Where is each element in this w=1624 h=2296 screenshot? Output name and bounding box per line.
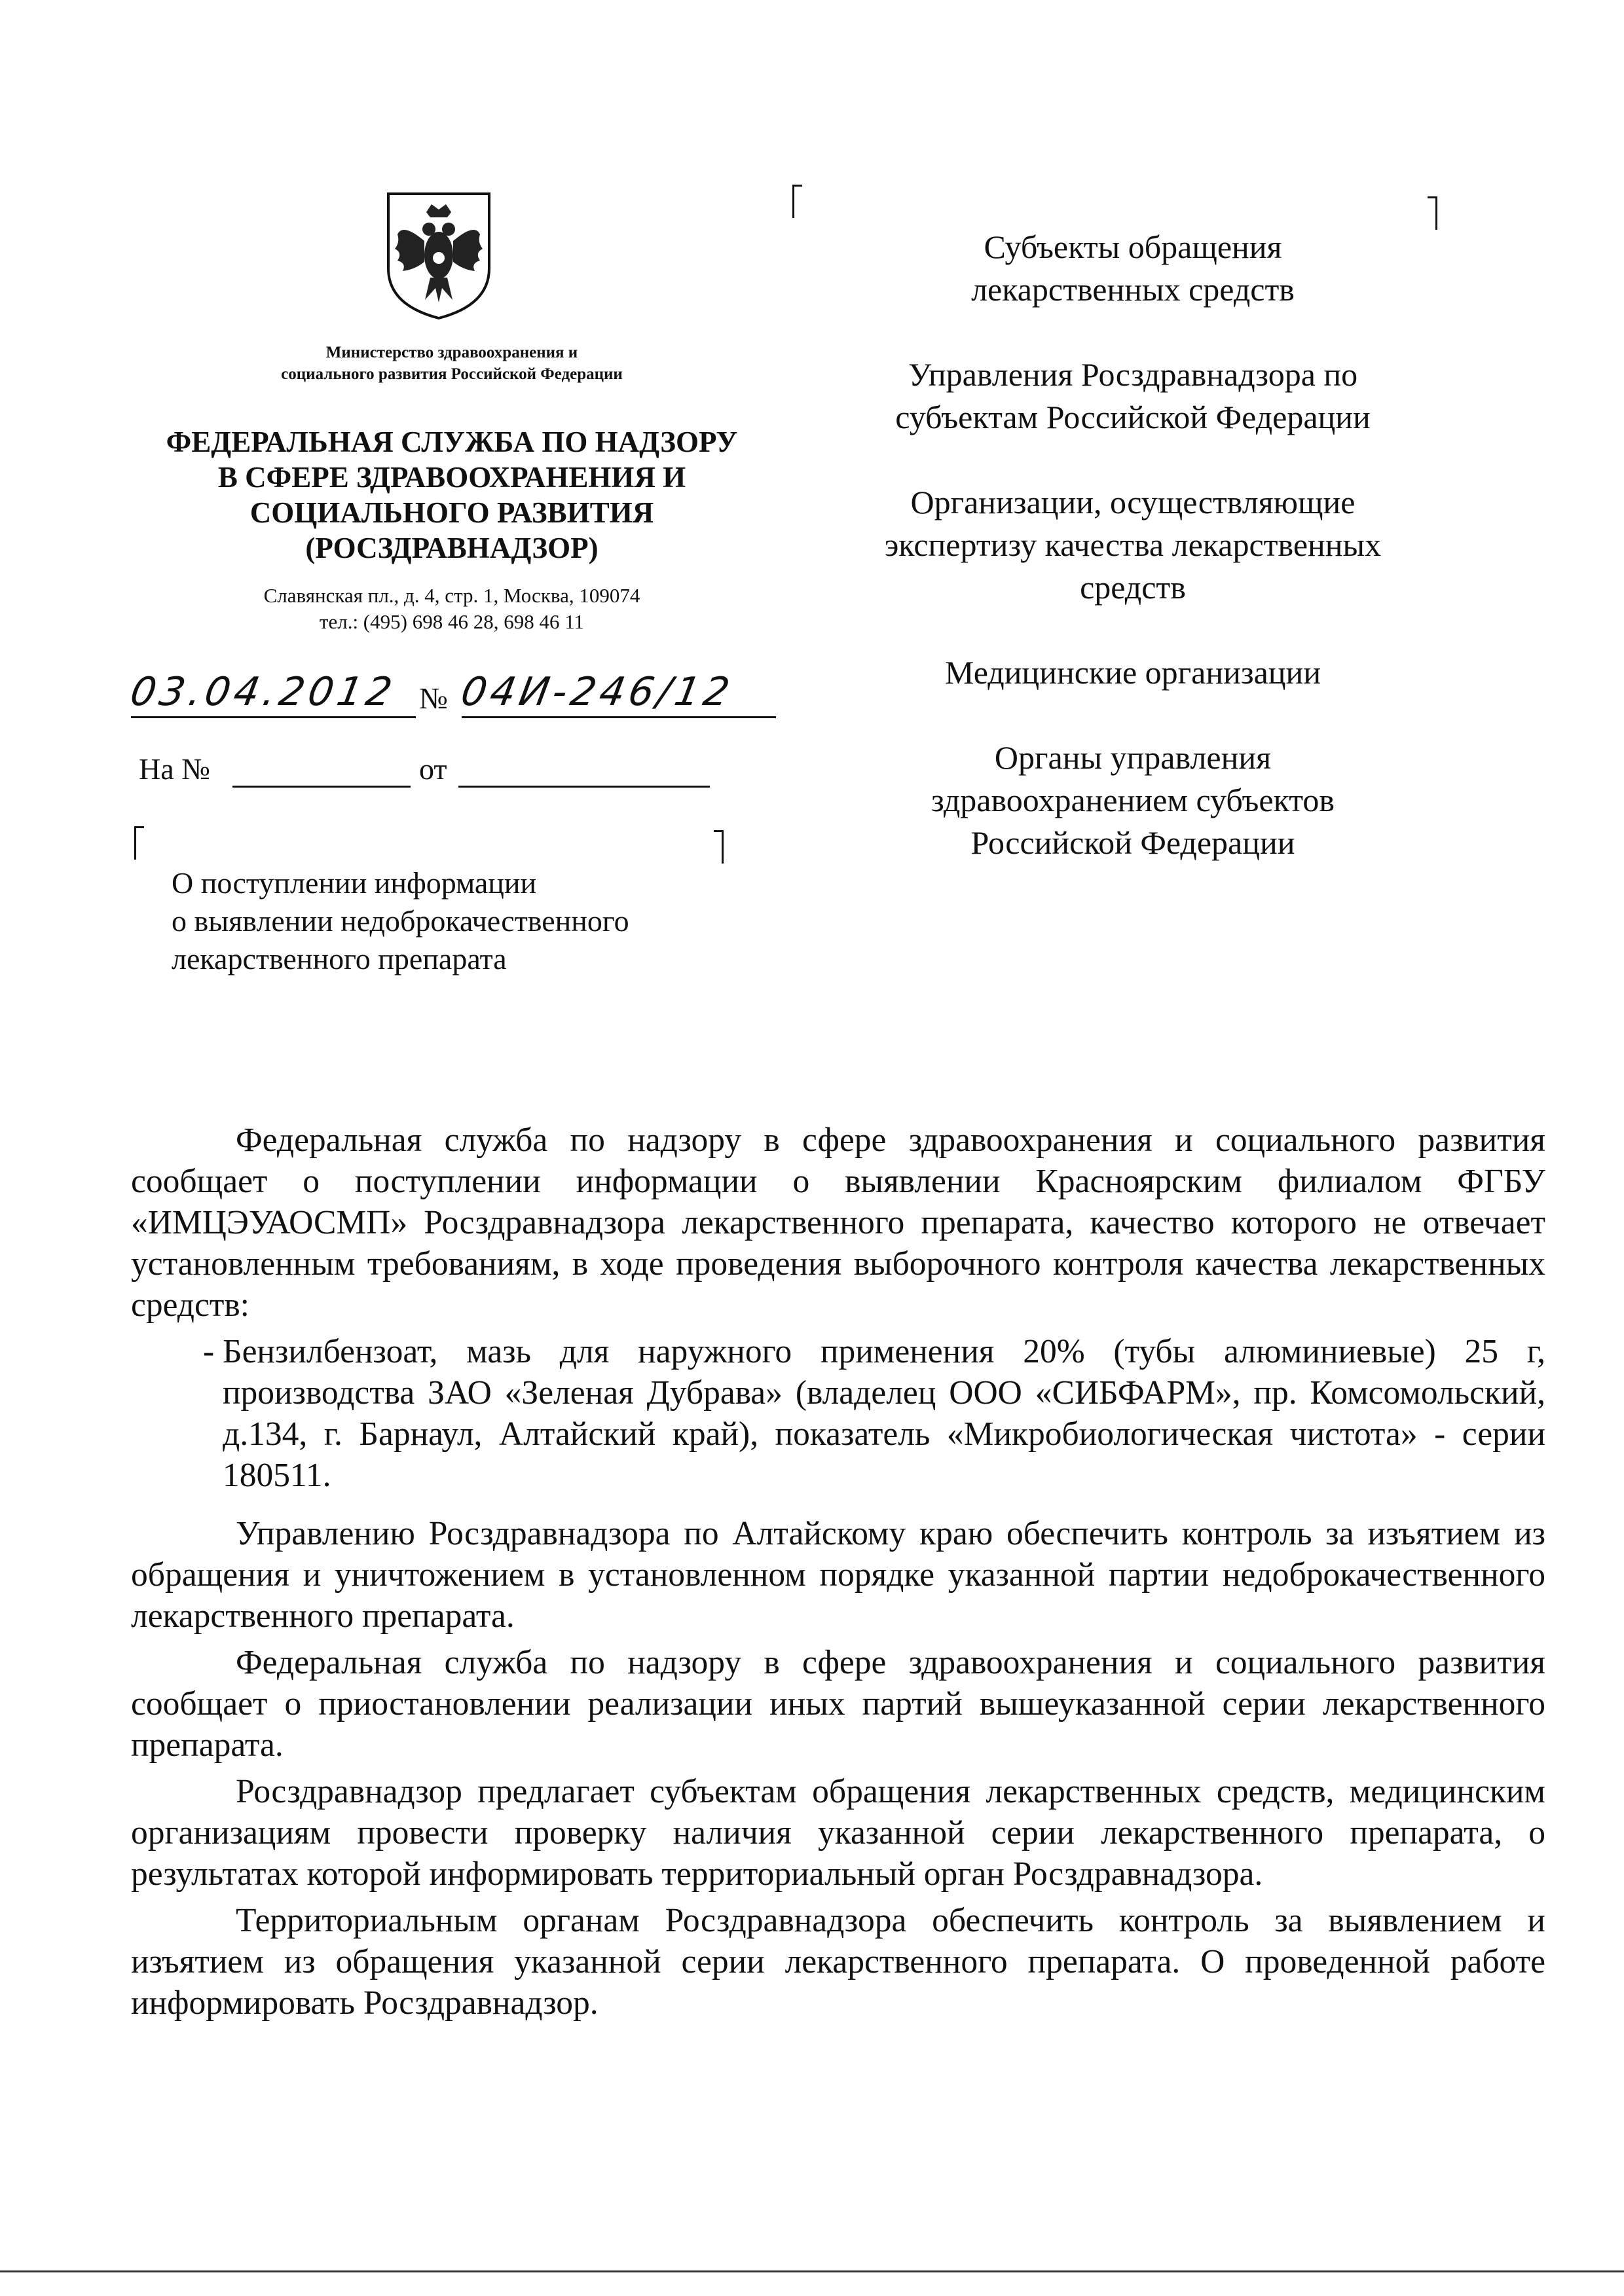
recipient-line: Российской Федерации (970, 824, 1295, 861)
recipient-corner-right (1428, 196, 1437, 230)
service-line: (РОСЗДРАВНАДЗОР) (305, 532, 599, 564)
subject-text: О поступлении информации (172, 866, 537, 900)
address-line: Славянская пл., д. 4, стр. 1, Москва, 109074 (263, 584, 640, 607)
recipient-group (773, 354, 1493, 439)
reference-label: На № (139, 752, 211, 786)
recipient-corner-left (792, 185, 802, 218)
recipient-group (773, 737, 1493, 864)
recipient-line: средств (1080, 569, 1186, 606)
service-line: СОЦИАЛЬНОГО РАЗВИТИЯ (249, 496, 654, 529)
number-label: № (419, 682, 448, 715)
product-list (131, 1331, 1545, 1496)
registration-number-field (457, 669, 776, 718)
subject-corner-left (134, 826, 144, 860)
subject-text: о выявлении недоброкачественного (172, 904, 629, 938)
address-block (164, 583, 740, 635)
reference-number-line (232, 786, 411, 788)
recipient-line: Организации, осуществляющие (910, 484, 1356, 520)
body-paragraph: Управлению Росздравнадзора по Алтайскому краю обеспечить контроль за изъятием из обращения и уничтожением в установленном порядке указанной партии недоброкачественного лекарственного препарата. (131, 1515, 1545, 1635)
ministry-line: социального развития Российской Федерации (281, 365, 623, 383)
subject-corner-right (714, 830, 724, 864)
product-item: - Бензилбензоат, мазь для наружного применения 20% (тубы алюминиевые) 25 г, производства ЗАО «Зеленая Дубрава» (владелец ООО «СИБФАРМ», пр. Комсомольский, д.134, г. Барнаул, Алтайский край), показатель «Микробиологическая чистота» - серии 180511. (223, 1331, 1545, 1496)
body-paragraph: Территориальным органам Росздравнадзора обеспечить контроль за выявлением и изъятием из обращения указанной серии лекарственного препарата. О проведенной работе информировать Росздравнадзор. (131, 1902, 1545, 2022)
recipient-line: здравоохранением субъектов (931, 782, 1335, 818)
recipient-line: Субъекты обращения (984, 228, 1282, 265)
recipient-line: Медицинские организации (944, 654, 1321, 691)
ministry-name (164, 342, 740, 385)
letter-body (131, 1120, 1545, 2029)
registration-date: 03.04.2012 (126, 669, 399, 715)
reference-date-line (458, 786, 710, 788)
recipients-block (773, 226, 1493, 907)
recipient-group (773, 226, 1493, 311)
recipient-group (773, 481, 1493, 609)
reference-from-label: от (419, 752, 447, 786)
recipient-group (773, 651, 1493, 694)
russian-coat-of-arms-icon (383, 190, 494, 321)
service-line: ФЕДЕРАЛЬНАЯ СЛУЖБА ПО НАДЗОРУ (166, 426, 738, 458)
page-bottom-rule (0, 2270, 1624, 2272)
body-paragraph: Федеральная служба по надзору в сфере здравоохранения и социального развития сообщает о приостановлении реализации иных партий вышеуказанной серии лекарственного препарата. (131, 1644, 1545, 1764)
subject-line (172, 864, 761, 978)
recipient-line: лекарственных средств (971, 271, 1295, 308)
subject-text: лекарственного препарата (172, 942, 507, 975)
service-name (98, 424, 805, 566)
recipient-line: Органы управления (994, 739, 1272, 776)
body-paragraph: Росздравнадзор предлагает субъектам обращения лекарственных средств, медицинским организациям провести проверку наличия указанной серии лекарственного препарата, о результатах которой информировать территориальный орган Росздравнадзора. (131, 1773, 1545, 1893)
recipient-line: экспертизу качества лекарственных (884, 526, 1382, 563)
registration-date-field (126, 669, 416, 718)
address-line: тел.: (495) 698 46 28, 698 46 11 (319, 610, 585, 633)
recipient-line: Управления Росздравнадзора по (908, 356, 1358, 393)
body-paragraph: Федеральная служба по надзору в сфере здравоохранения и социального развития сообщает о поступлении информации о выявлении Красноярским филиалом ФГБУ «ИМЦЭУАОСМП» Росздравнадзора лекарственного препарата, качество которого не отвечает установленным требованиям, в ходе проведения выборочного контроля качества лекарственных средств: (131, 1121, 1545, 1324)
service-line: В СФЕРЕ ЗДРАВООХРАНЕНИЯ И (217, 461, 686, 494)
registration-number: 04И-246/12 (457, 669, 737, 715)
ministry-line: Министерство здравоохранения и (325, 344, 578, 361)
recipient-line: субъектам Российской Федерации (895, 399, 1371, 435)
